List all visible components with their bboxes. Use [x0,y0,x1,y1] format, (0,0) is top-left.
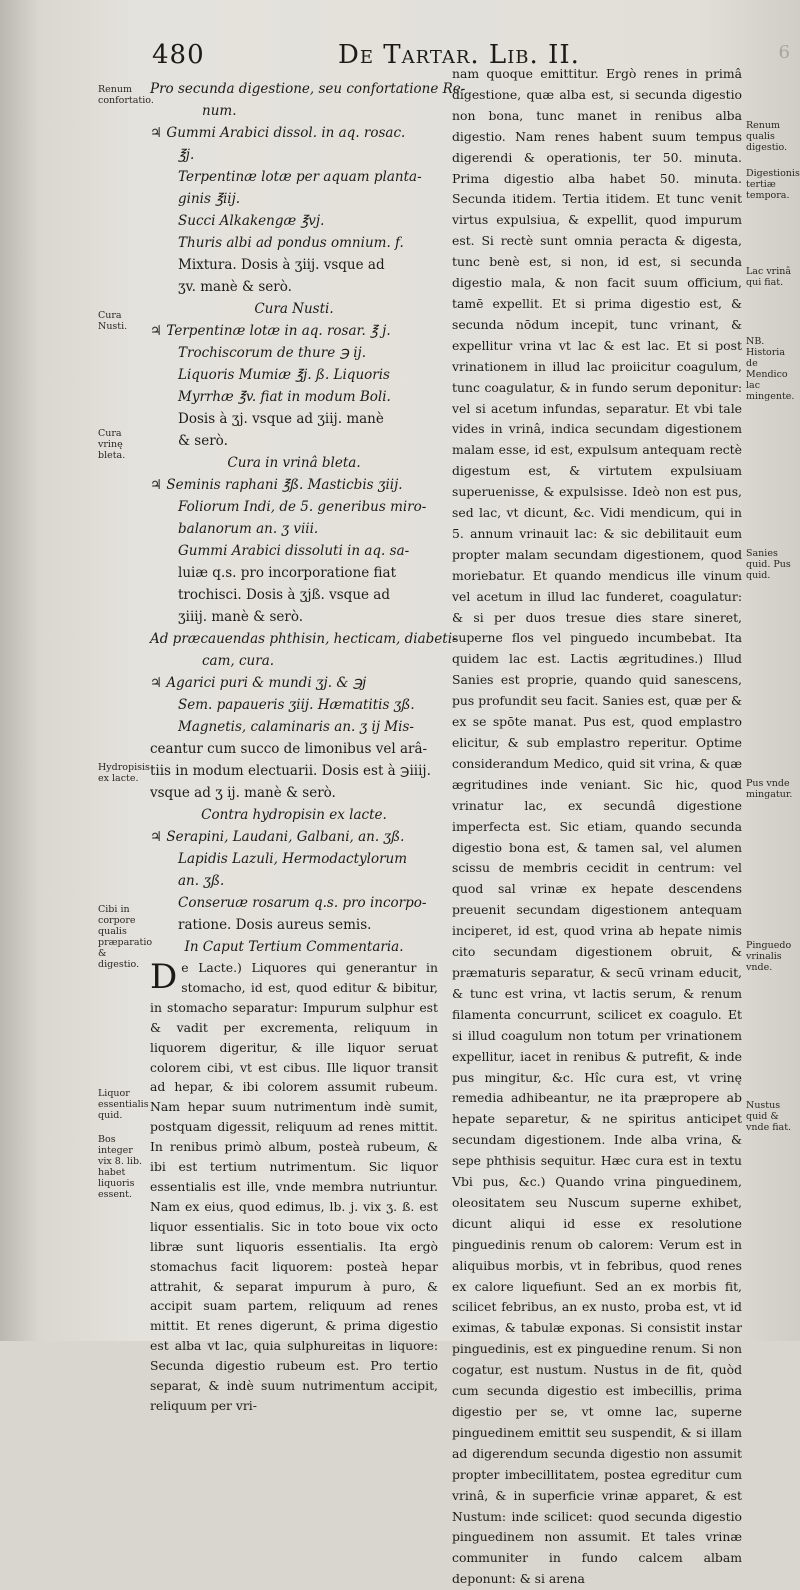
text-line: Foliorum Indi, de 5. generibus miro- [178,499,427,515]
text-line: Contra hydropisin ex lacte. [201,807,387,823]
text-line: Gummi Arabici dissoluti in aq. sa- [178,543,410,559]
margin-note: Nustus quid & vnde fiat. [746,1100,792,1133]
text-line: vsque ad ʒ ij. manè & serò. [150,785,336,801]
text-line: Succi Alkakengæ ℥vj. [178,213,325,229]
margin-note: Sanies quid. Pus quid. [746,548,791,581]
text-line: In Caput Tertium Commentaria. [184,939,404,955]
text-line: Terpentinæ lotæ per aquam planta- [178,169,422,185]
right-column [452,64,742,1587]
corner-mark: 6 [778,42,790,63]
margin-note: NB. Historia de Mendico lac mingente. [746,336,795,402]
text-line: ratione. Dosis aureus semis. [178,917,372,933]
margin-note: Digestionis tertiæ tempora. [746,168,800,201]
text-line: Conseruæ rosarum q.s. pro incorpo- [178,895,427,911]
text-line: tiis in modum electuarii. Dosis est à ℈iiij. [150,763,431,779]
right-column-text: nam quoque emittitur. Ergò renes in primâ digestione, quæ alba est, si secunda digestio non bona, tunc manet in renibus alba digestio. Nam renes habent suum tempus digerendi & operationis, ter 50. minuta. Prima digestio alba habet 50. minuta. Secunda itidem. Tertia itidem. Et tunc venit virtus expulsiua, & expellit, quod impurum est. Si rectè sunt omnia peracta & digesta, tunc benè est, si non, id est, si secunda digestio mala, & non facit suum officium, tamē expellit. Et si prima digestio est, & secunda nōdum incepit, tunc vrinant, & expellitur vrina vt lac & est lac. Et si post vrinationem in illud lac proiicitur coagulum, tunc coagulatur, & in fundo serum deponitur: vel si acetum infundas, separatur. Et vbi tale vides in vrinâ, indica secundam digestionem malam esse, id est, expulsum antequam rectè digestum est, & virtutem expulsiuam superuenisse, & expulsisse. Ideò non est pus, sed lac, vt dicunt, &c. Vidi mendicum, qui in 5. annum vrinauit lac: & sic debilitauit eum propter malam secundam digestionem, quod moriebatur. Et quando mendicus ille vinum vel acetum in illud lac funderet, coagulatur: & si per duos tresue dies stare sineret, superne flos vel pinguedo incumbebat. Ita quidem lac est. Lactis ægritudines.) Illud Sanies est proprie, quando quid sanescens, pus profundit seu facit. Sanies est, quæ per & ex se spōte manat. Pus est, quod emplastro elicitur, & sub emplastro reperitur. Optime considerandum Medico, quid sit vrina, & quæ ægritudines inde veniant. Sic hic, quod vrinatur lac, ex secundâ digestione imperfecta est. Sic etiam, quando secunda digestio bona est, & tamen sal, vel alumen scissu de membris cecidit in centrum: vel quod sal vrinæ ex hepate descendens preuenit secundam digestionem antequam inciperet, id est, quod vrina ab hepate nimis cito secundam digestionem obruit, & præmaturis separatur, & secū vrinam educit, & tunc est vrina, vt lactis serum, & renum filamenta concurrunt, scilicet ex coagulo. Et si illud coagulum non totum per vrinationem expellitur, iacet in renibus & putrefit, & inde pus mingitur, &c. Hîc cura est, vt vrinę remedia adhibeantur, ne ita præpropere ab hepate separetur, & ne spiritus anticipet secundam digestionem. Inde alba vrina, & sepe phthisis sequitur. Hæc cura est in textu Vbi pus, &c.) Quando vrina pinguedinem, oleositatem seu Nuscum superne exhibet, dicunt aliqui id esse ex resolutione pinguedinis renum ob calorem: Verum est in aliquibus morbis, vt in febribus, quod renes ex calore liquefiunt. Sed an ex morbis fit, scilicet febribus, an ex nusto, proba est, vt id eximas, & tabulæ exponas. Si consistit instar pinguedinis, est ex pinguedine renum. Si non cogatur, est nustum. Nustus in de fit, quòd cum secunda digestio est imbecillis, prima digestio per se, vt omne lac, superne pinguedinem emittit seu suspendit, & si illam ad digerendum secunda digestio non assumit propter imbecillitatem, postea egreditur cum vrinâ, & in superficie vrinæ apparet, & est Nustum: inde scilicet: quod secunda digestio pinguedinem non assumit. Et tales vrinæ communiter in fundo calcem albam deponunt: & si arena [452,66,742,1587]
text-line: ʒv. manè & serò. [178,279,292,295]
text-line: ♃ Agarici puri & mundi ʒj. & ℈j [150,672,438,694]
text-line: Thuris albi ad pondus omnium. f. [178,235,404,251]
text-line: ginis ℥iij. [178,191,241,207]
text-line: trochisci. Dosis à ʒjß. vsque ad [178,587,390,603]
text-line: an. ʒß. [178,873,225,889]
text-line: Mixtura. Dosis à ʒiij. vsque ad [178,257,385,273]
margin-note: Renum qualis digestio. [746,120,788,153]
drop-cap: D [150,957,178,997]
text-line: Trochiscorum de thure ℈ ij. [178,345,366,361]
running-head: De Tartar. Lib. II. [338,40,580,70]
text-line: Dosis à ʒj. vsque ad ʒiij. manè [178,411,384,427]
commentary-text: e Lacte.) Liquores qui generantur in stomacho, id est, quod editur & bibitur, in stomacho separatur: Impurum sulphur est & vadit per excrementa, reliquum in liquorem digeritur, & ille liquor seruat colorem cibi, vt est cibus. Ille liquor transit ad hepar, & ibi colorem assumit rubeum. Nam hepar suum nutrimentum indè sumit, postquam digessit, reliquum ad renes mittit. In renibus primò album, posteà rubeum, & ibi est tertium nutrimentum. Sic liquor essentialis est ille, vnde membra nutriuntur. Nam ex eius, quod edimus, lb. j. vix ʒ. ß. est liquor essentialis. Sic in toto boue vix octo libræ sunt liquoris essentialis. Ita ergò stomachus facit liquorem: posteà hepar attrahit, & separat impurum à puro, & accipit suam partem, reliquum ad renes mittit. Et renes digerunt, & prima digestio est alba vt lac, quia sulphureitas in liquore: Secunda digestio rubeum est. Pro tertio separat, & indè suum nutrimentum accipit, reliquum per vri- [150,960,438,1413]
text-line: ♃ Terpentinæ lotæ in aq. rosar. ℥ j. [150,320,438,342]
recipe-lines [150,78,466,958]
margin-note: Cibi in corpore qualis præparatio & digestio. [98,904,153,970]
text-line: & serò. [178,433,228,449]
left-column [150,78,466,1413]
margin-note: Pus vnde mingatur. [746,778,793,800]
text-line: ℥j. [178,147,195,163]
text-line: ♃ Gummi Arabici dissol. in aq. rosac. [150,122,438,144]
text-line: luiæ q.s. pro incorporatione fiat [178,565,397,581]
text-line: ♃ Serapini, Laudani, Galbani, an. ʒß. [150,826,438,848]
margin-note: Bos integer vix 8. lib. habet liquoris essent. [98,1134,143,1200]
text-line: Lapidis Lazuli, Hermodactylorum [178,851,408,867]
text-line: Myrrhæ ℥v. fiat in modum Boli. [178,389,391,405]
commentary-paragraph [150,958,438,1416]
text-line: Cura Nusti. [254,301,334,317]
margin-note: Pinguedo vrinalis vnde. [746,940,792,973]
margin-note: Liquor essentialis quid. [98,1088,149,1121]
text-line: Pro secunda digestione, seu confortatione Re- [150,81,466,97]
margin-note: Lac vrinâ qui fiat. [746,266,792,288]
text-line: num. [202,103,237,119]
text-line: Sem. papaueris ʒiij. Hæmatitis ʒß. [178,697,415,713]
margin-note: Hydropisis ex lacte. [98,762,150,784]
text-line: balanorum an. ʒ viii. [178,521,319,537]
margin-note: Cura Nusti. [98,310,128,332]
text-line: ♃ Seminis raphani ℥ß. Masticbis ʒiij. [150,474,438,496]
text-line: ceantur cum succo de limonibus vel arâ- [150,741,428,757]
page-number: 480 [152,40,205,70]
text-line: Cura in vrinâ bleta. [227,455,361,471]
margin-note: Cura vrinę bleta. [98,428,126,461]
text-line: ʒiiij. manè & serò. [178,609,304,625]
margin-note: Renum confortatio. [98,84,154,106]
text-line: cam, cura. [202,653,275,669]
text-line: Liquoris Mumiæ ℥j. ß. Liquoris [178,367,390,383]
text-line: Magnetis, calaminaris an. ʒ ij Mis- [178,719,414,735]
text-line: Ad præcauendas phthisin, hecticam, diabeti- [150,631,457,647]
